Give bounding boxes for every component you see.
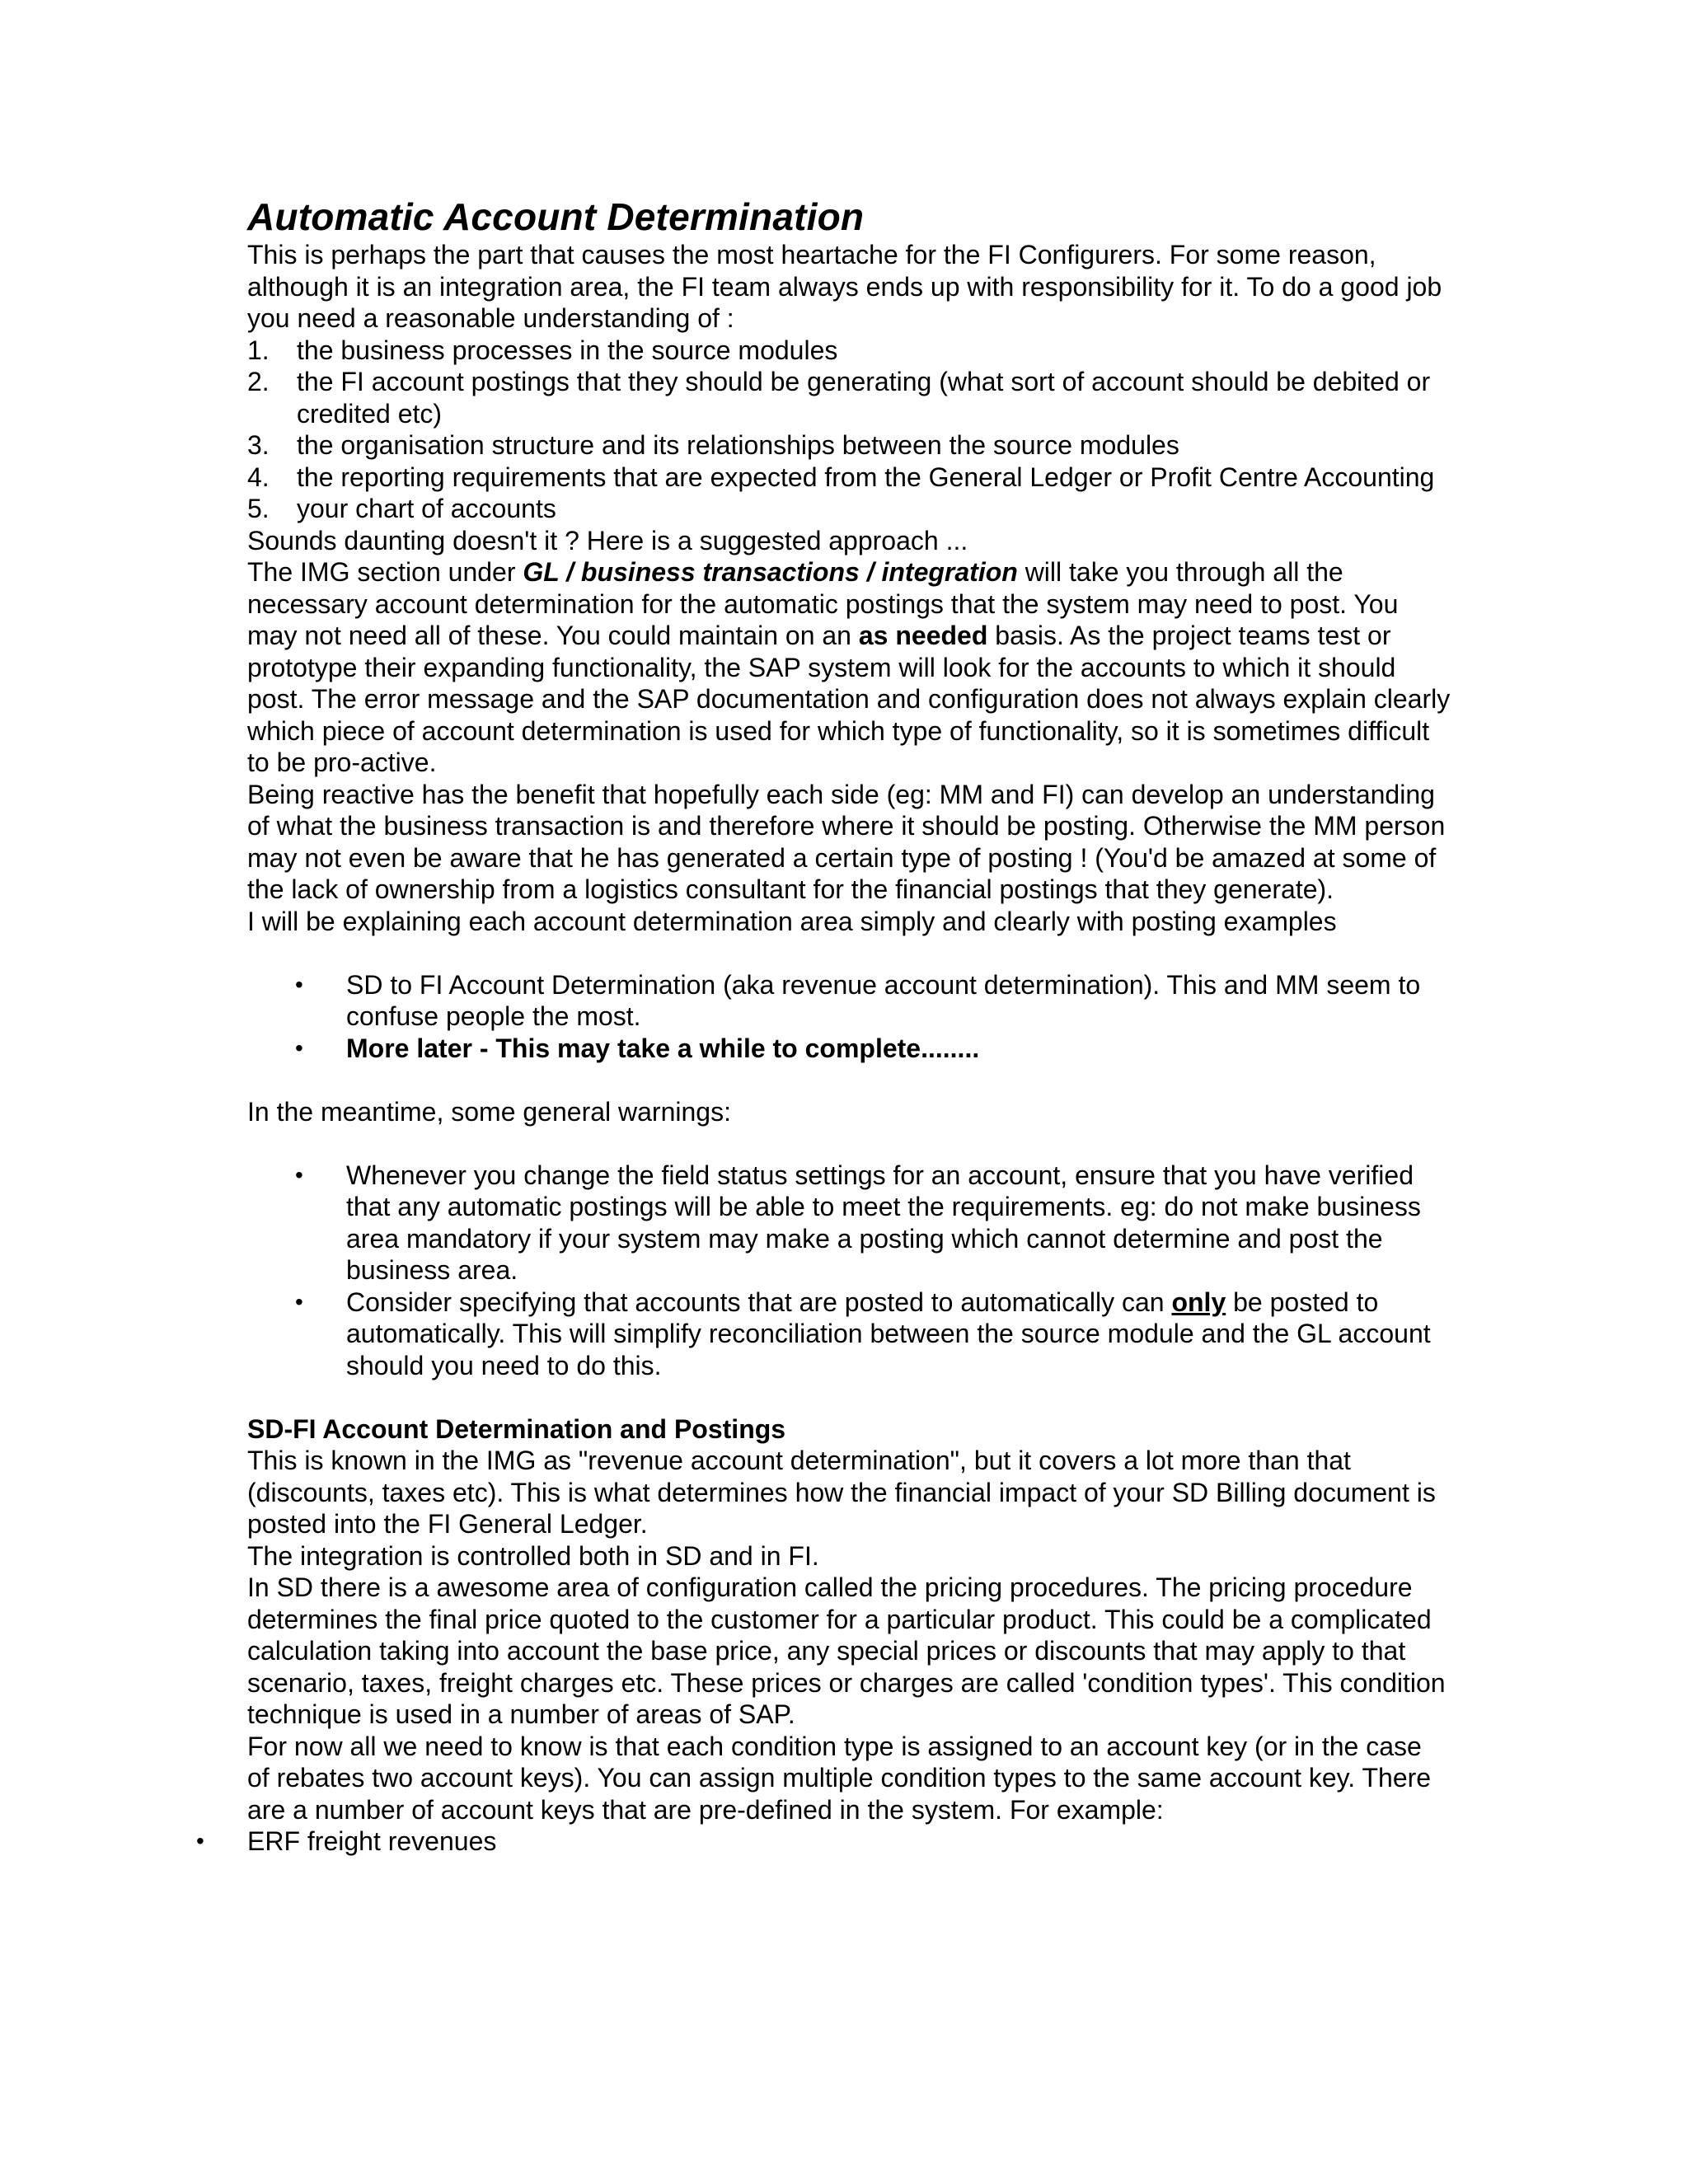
list-item: [247, 493, 1451, 525]
list-item-text: [346, 1286, 1451, 1382]
only-emphasis: only: [1171, 1286, 1226, 1317]
bullet-icon: •: [295, 1034, 303, 1061]
sdfi-paragraph-2: The integration is controlled both in SD and in FI.: [247, 1540, 819, 1571]
section-heading: SD-FI Account Determination and Postings: [247, 1413, 786, 1444]
bullet-icon: •: [196, 1828, 204, 1854]
list-item-text: the FI account postings that they should be generating (what sort of account should be debited or credited etc): [297, 367, 1431, 429]
list-item: [247, 1033, 1451, 1065]
meantime-paragraph: In the meantime, some general warnings:: [247, 1096, 731, 1127]
list-item: [247, 429, 1451, 462]
list-item-text: Whenever you change the field status settings for an account, ensure that you have verified that any automatic postings will be able to meet the requirements. eg: do not make business area mandatory if your system may make a posting which cannot determine and post the business area.: [346, 1160, 1421, 1285]
list-item-text: More later - This may take a while to complete........: [346, 1033, 980, 1063]
list-item: [247, 1160, 1451, 1286]
list-item-text: the reporting requirements that are expected from the General Ledger or Profit Centre Accounting: [297, 462, 1435, 492]
numbered-list: [247, 335, 1451, 525]
list-item-text: the business processes in the source modules: [297, 335, 838, 365]
as-needed-emphasis: as needed: [858, 621, 988, 650]
list-number: 5.: [247, 494, 270, 523]
list-item: [247, 335, 1451, 367]
list-number: 1.: [247, 335, 270, 365]
list-item: [247, 366, 1451, 429]
document-page: [196, 194, 1451, 1858]
img-text-post: basis. As the project teams test or prototype their expanding functionality, the SAP system will look for the accounts to which it should post. The error message and the SAP documentation and configuration does not always explain clearly which piece of account determination is used for which type of functionality, so it is sometimes difficult to be pro-active.: [247, 621, 1451, 777]
list-number: 2.: [247, 367, 270, 396]
img-text-mid: will take you through all the necessary account determination for the automatic postings that the system may need to post. You may not need all of these. You could maintain on an: [247, 557, 1399, 650]
list-item-text: ERF freight revenues: [247, 1826, 497, 1856]
sdfi-paragraph-1: This is known in the IMG as "revenue account determination", but it covers a lot more than that (discounts, taxes etc). This is what determines how the financial impact of your SD Billing document is posted into the FI General Ledger.: [247, 1446, 1436, 1539]
list-item: [247, 462, 1451, 494]
bullet-icon: •: [295, 971, 303, 997]
img-text-pre: The IMG section under: [247, 557, 523, 587]
list-number: 3.: [247, 430, 270, 460]
list-item: [247, 1286, 1451, 1382]
bullet-icon: •: [295, 1288, 303, 1315]
reactive-paragraph: Being reactive has the benefit that hopefully each side (eg: MM and FI) can develop an understanding of what the business transaction is and therefore where it should be posting. Otherwise the MM person may not even be aware that he has generated a certain type of posting ! (You'd be amazed at some of the lack of ownership from a logistics consultant for the financial postings that they generate).: [247, 779, 1446, 904]
intro-paragraph: This is perhaps the part that causes the most heartache for the FI Configurers. For some reason, although it is an integration area, the FI team always ends up with responsibility for it. To do a good job you need a reasonable understanding of :: [247, 240, 1442, 333]
warnings-bullet-list: [247, 1160, 1451, 1382]
explaining-paragraph: I will be explaining each account determination area simply and clearly with posting examples: [247, 906, 1337, 936]
daunting-paragraph: Sounds daunting doesn't it ? Here is a suggested approach ...: [247, 525, 968, 555]
list-item: [247, 969, 1451, 1033]
list-item: [196, 1825, 1451, 1858]
sdfi-paragraph-4: For now all we need to know is that each condition type is assigned to an account key (or in the case of rebates two account keys). You can assign multiple condition types to the same account key. There are a number of account keys that are pre-defined in the system. For example:: [247, 1731, 1432, 1825]
img-path-emphasis: GL / business transactions / integration: [523, 557, 1018, 587]
list-item-text: SD to FI Account Determination (aka revenue account determination). This and MM seem to confuse people the most.: [346, 969, 1421, 1031]
list-item-text: your chart of accounts: [297, 494, 556, 523]
page-title: Automatic Account Determination: [247, 195, 865, 238]
text-run: be posted to automatically. This will simplify reconciliation between the source module and the GL account should you need to do this.: [346, 1286, 1431, 1380]
list-number: 4.: [247, 462, 270, 492]
sdfi-paragraph-3: In SD there is a awesome area of configuration called the pricing procedures. The pricing procedure determines the final price quoted to the customer for a particular product. This could be a complicated calculation taking into account the base price, any special prices or discounts that may apply to that scenario, taxes, freight charges etc. These prices or charges are called 'condition types'. This condition technique is used in a number of areas of SAP.: [247, 1572, 1446, 1729]
list-item-text: the organisation structure and its relationships between the source modules: [297, 430, 1179, 460]
img-paragraph: [247, 556, 1451, 779]
areas-bullet-list: [247, 969, 1451, 1065]
bullet-icon: •: [295, 1161, 303, 1188]
text-run: Consider specifying that accounts that are posted to automatically can: [346, 1286, 1172, 1317]
